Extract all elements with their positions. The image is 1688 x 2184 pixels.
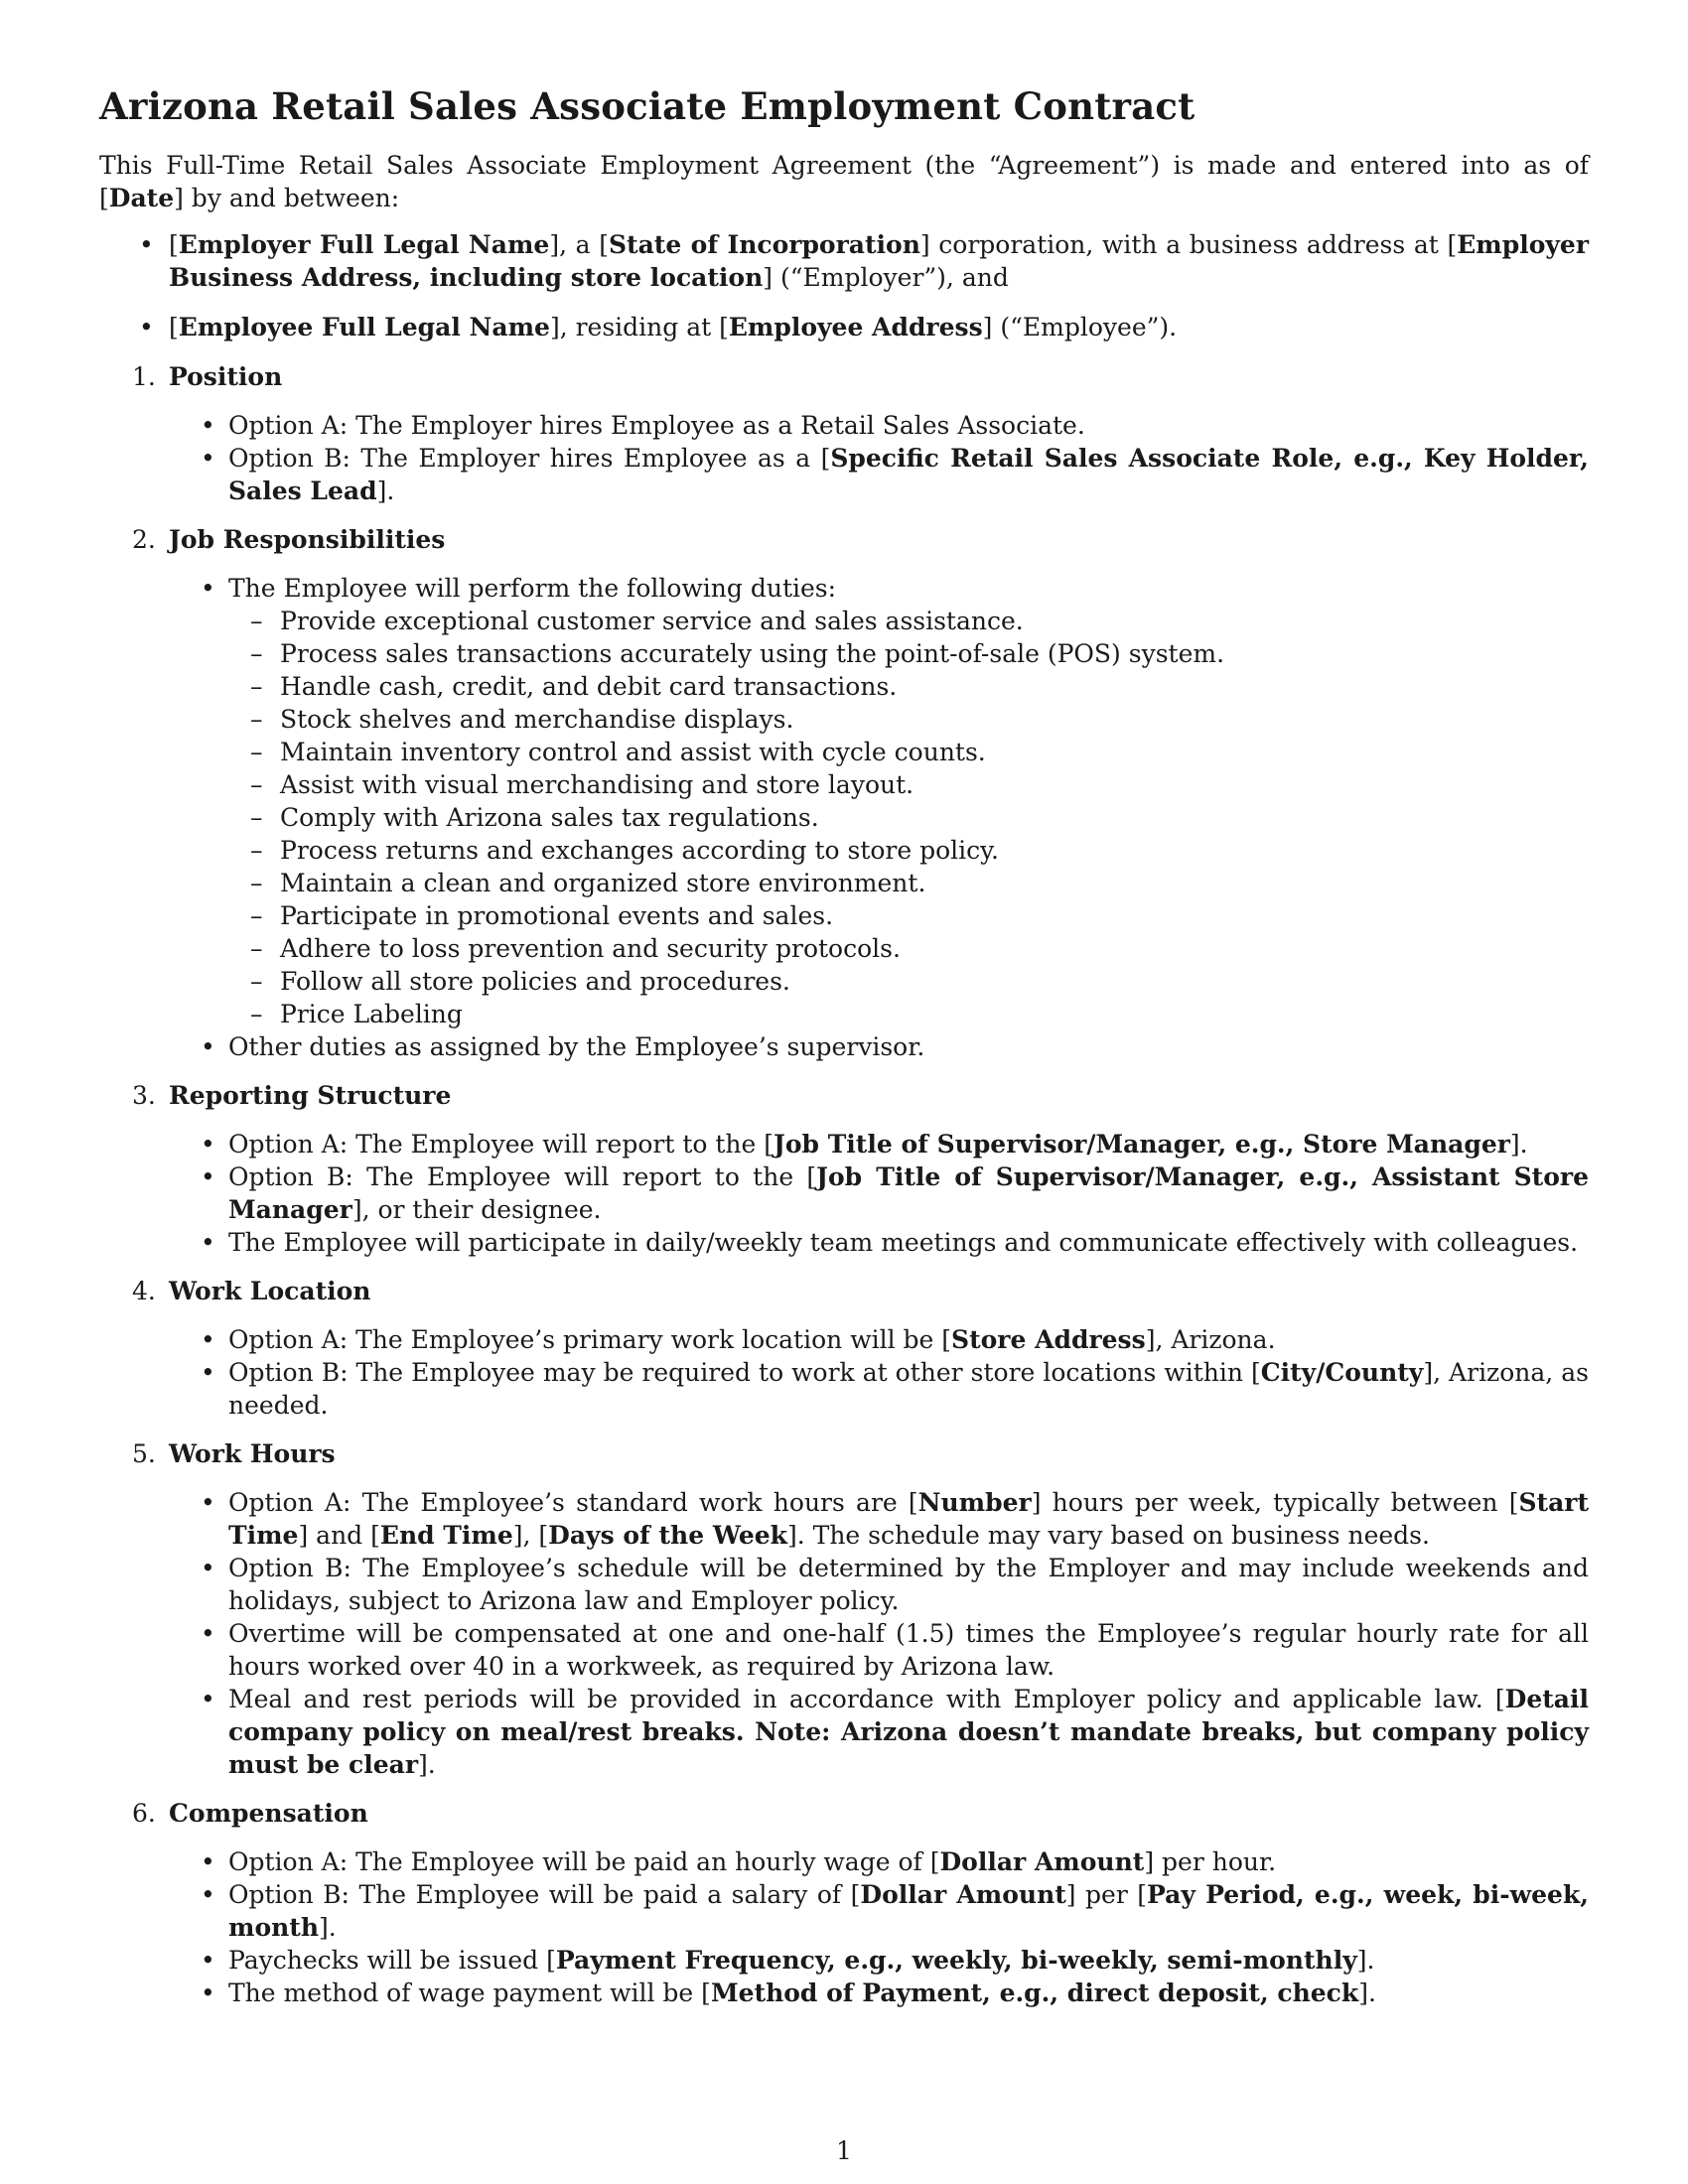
intro-paragraph <box>99 149 1589 214</box>
placeholder: Job Title of Supervisor/Manager, e.g., Assistant Store Manager <box>228 1162 1589 1224</box>
option-text: Option B: The Employee may be required to work at other store locations within [ <box>228 1358 1261 1387</box>
document-title: Arizona Retail Sales Associate Employment Contract <box>99 84 1196 128</box>
party-text: [ <box>169 230 179 259</box>
duty-item: – Participate in promotional events and sales. <box>280 899 1589 932</box>
duties-list <box>228 605 1589 1030</box>
parties-list <box>99 228 1589 343</box>
option-text: Option B: The Employee will be paid a salary of [ <box>228 1880 861 1909</box>
section-title: Compensation <box>169 1799 368 1828</box>
duty-item: – Maintain inventory control and assist with cycle counts. <box>280 736 1589 768</box>
option-list <box>99 1128 1589 1259</box>
option-list <box>99 572 1589 1063</box>
duty-item: – Process returns and exchanges according to store policy. <box>280 834 1589 867</box>
placeholder: State of Incorporation <box>609 230 920 259</box>
party-text: ] (“Employee”). <box>982 313 1178 341</box>
option-text: ]. <box>1509 1130 1528 1159</box>
option-item <box>228 1323 1589 1356</box>
intro-text: This Full-Time Retail Sales Associate Employment Agreement (the “Agreement”) is made and entered into as of [ <box>99 151 1589 212</box>
option-item: • Overtime will be compensated at one and one-half (1.5) times the Employee’s regular hourly rate for all hours worked over 40 in a workweek, as required by Arizona law. <box>228 1617 1589 1683</box>
section-number: 4. <box>132 1277 156 1305</box>
option-item <box>228 572 1589 1030</box>
section-heading <box>99 1079 1589 1112</box>
section-work-hours <box>99 1437 1589 1781</box>
option-list <box>99 1323 1589 1422</box>
party-text: [ <box>169 313 179 341</box>
placeholder: Pay Period, e.g., week, bi-week, month <box>228 1880 1589 1942</box>
page-number: 1 <box>836 2136 852 2165</box>
option-text: ]. <box>376 477 395 505</box>
section-title: Job Responsibilities <box>169 525 446 554</box>
placeholder: Employer Business Address, including store location <box>169 230 1589 292</box>
placeholder: End Time <box>379 1521 513 1550</box>
option-text: Meal and rest periods will be provided in accordance with Employer policy and applicable law. [ <box>228 1685 1505 1713</box>
duty-item: – Provide exceptional customer service and sales assistance. <box>280 605 1589 637</box>
section-number: 5. <box>132 1439 156 1468</box>
option-text: ]. <box>1356 1946 1375 1975</box>
section-title: Position <box>169 362 283 391</box>
duty-item: – Follow all store policies and procedures. <box>280 965 1589 998</box>
section-heading <box>99 1437 1589 1470</box>
option-text: ]. <box>418 1750 436 1779</box>
option-text: Option A: The Employee will report to the [ <box>228 1130 774 1159</box>
duty-item: – Process sales transactions accurately using the point-of-sale (POS) system. <box>280 637 1589 670</box>
duty-item: – Stock shelves and merchandise displays. <box>280 703 1589 736</box>
option-text: ] and [ <box>298 1521 380 1550</box>
section-number: 6. <box>132 1799 156 1828</box>
duty-item: – Maintain a clean and organized store environment. <box>280 867 1589 899</box>
placeholder: Number <box>917 1488 1032 1517</box>
section-title: Work Hours <box>169 1439 336 1468</box>
section-heading <box>99 360 1589 393</box>
section-heading <box>99 1275 1589 1307</box>
duty-item: – Assist with visual merchandising and store layout. <box>280 768 1589 801</box>
option-text: The method of wage payment will be [ <box>228 1979 711 2007</box>
duty-item: – Handle cash, credit, and debit card transactions. <box>280 670 1589 703</box>
option-text: ], or their designee. <box>352 1195 602 1224</box>
option-item <box>228 442 1589 507</box>
duty-item: – Comply with Arizona sales tax regulations. <box>280 801 1589 834</box>
option-item <box>228 1977 1589 2009</box>
option-list <box>99 1486 1589 1781</box>
option-text: ]. <box>1358 1979 1376 2007</box>
placeholder: Start Time <box>228 1488 1589 1550</box>
section-number: 3. <box>132 1081 156 1110</box>
option-text: Option A: The Employee’s primary work location will be [ <box>228 1325 952 1354</box>
option-text: ] per hour. <box>1144 1847 1277 1876</box>
intro-text: ] by and between: <box>174 184 400 212</box>
option-text: ], [ <box>512 1521 549 1550</box>
option-text: Option B: The Employer hires Employee as a [ <box>228 444 831 473</box>
section-heading <box>99 1797 1589 1830</box>
party-employer <box>99 228 1589 294</box>
option-item <box>228 1486 1589 1552</box>
section-number: 2. <box>132 525 156 554</box>
option-list <box>99 409 1589 507</box>
placeholder: Payment Frequency, e.g., weekly, bi-weekly, semi-monthly <box>555 1946 1357 1975</box>
duty-item: – Adhere to loss prevention and security protocols. <box>280 932 1589 965</box>
option-text: ] hours per week, typically between [ <box>1031 1488 1519 1517</box>
option-text: Option A: The Employee’s standard work hours are [ <box>228 1488 918 1517</box>
option-item <box>228 1160 1589 1226</box>
option-text: ], Arizona. <box>1145 1325 1276 1354</box>
option-text: Paychecks will be issued [ <box>228 1946 556 1975</box>
option-text: Option A: The Employee will be paid an hourly wage of [ <box>228 1847 940 1876</box>
date-placeholder: Date <box>108 184 175 212</box>
placeholder: Dollar Amount <box>939 1847 1145 1876</box>
section-work-location <box>99 1275 1589 1422</box>
placeholder: Employee Full Legal Name <box>178 313 550 341</box>
section-title: Work Location <box>169 1277 371 1305</box>
option-text: ]. <box>319 1913 337 1942</box>
option-item: • Option A: The Employer hires Employee as a Retail Sales Associate. <box>228 409 1589 442</box>
option-item <box>228 1683 1589 1781</box>
placeholder: Detail company policy on meal/rest breaks. Note: Arizona doesn’t mandate breaks, but company policy must be clear <box>228 1685 1589 1779</box>
option-item: • Option B: The Employee’s schedule will be determined by the Employer and may include weekends and holidays, subject to Arizona law and Employer policy. <box>228 1552 1589 1617</box>
section-position <box>99 360 1589 507</box>
placeholder: Specific Retail Sales Associate Role, e.g., Key Holder, Sales Lead <box>228 444 1589 505</box>
placeholder: Days of the Week <box>548 1521 787 1550</box>
option-item <box>228 1356 1589 1422</box>
section-compensation <box>99 1797 1589 2009</box>
placeholder: Employer Full Legal Name <box>178 230 550 259</box>
duties-lead: The Employee will perform the following duties: <box>228 574 837 603</box>
option-text: Option B: The Employee will report to the [ <box>228 1162 817 1191</box>
sections-list <box>99 360 1589 2009</box>
party-text: ] (“Employer”), and <box>763 263 1009 292</box>
option-item <box>228 1128 1589 1160</box>
section-heading <box>99 523 1589 556</box>
party-text: ] corporation, with a business address at [ <box>919 230 1458 259</box>
section-job-responsibilities <box>99 523 1589 1063</box>
placeholder: City/County <box>1260 1358 1424 1387</box>
contract-page <box>99 83 1589 2025</box>
option-text: ], Arizona, as needed. <box>228 1358 1589 1420</box>
party-employee <box>99 311 1589 343</box>
option-item <box>228 1944 1589 1977</box>
party-text: ], a [ <box>549 230 609 259</box>
section-number: 1. <box>132 362 156 391</box>
option-item: • The Employee will participate in daily/weekly team meetings and communicate effectively with colleagues. <box>228 1226 1589 1259</box>
party-text: ], residing at [ <box>549 313 729 341</box>
option-item <box>228 1845 1589 1878</box>
duty-item: – Price Labeling <box>280 998 1589 1030</box>
placeholder: Job Title of Supervisor/Manager, e.g., Store Manager <box>774 1130 1510 1159</box>
option-text: ] per [ <box>1065 1880 1148 1909</box>
option-text: ]. The schedule may vary based on business needs. <box>787 1521 1430 1550</box>
option-item: • Other duties as assigned by the Employee’s supervisor. <box>228 1030 1589 1063</box>
placeholder: Store Address <box>951 1325 1146 1354</box>
placeholder: Employee Address <box>728 313 983 341</box>
option-list <box>99 1845 1589 2009</box>
section-reporting-structure <box>99 1079 1589 1259</box>
option-item <box>228 1878 1589 1944</box>
placeholder: Dollar Amount <box>860 1880 1066 1909</box>
section-title: Reporting Structure <box>169 1081 452 1110</box>
placeholder: Method of Payment, e.g., direct deposit, check <box>710 1979 1359 2007</box>
